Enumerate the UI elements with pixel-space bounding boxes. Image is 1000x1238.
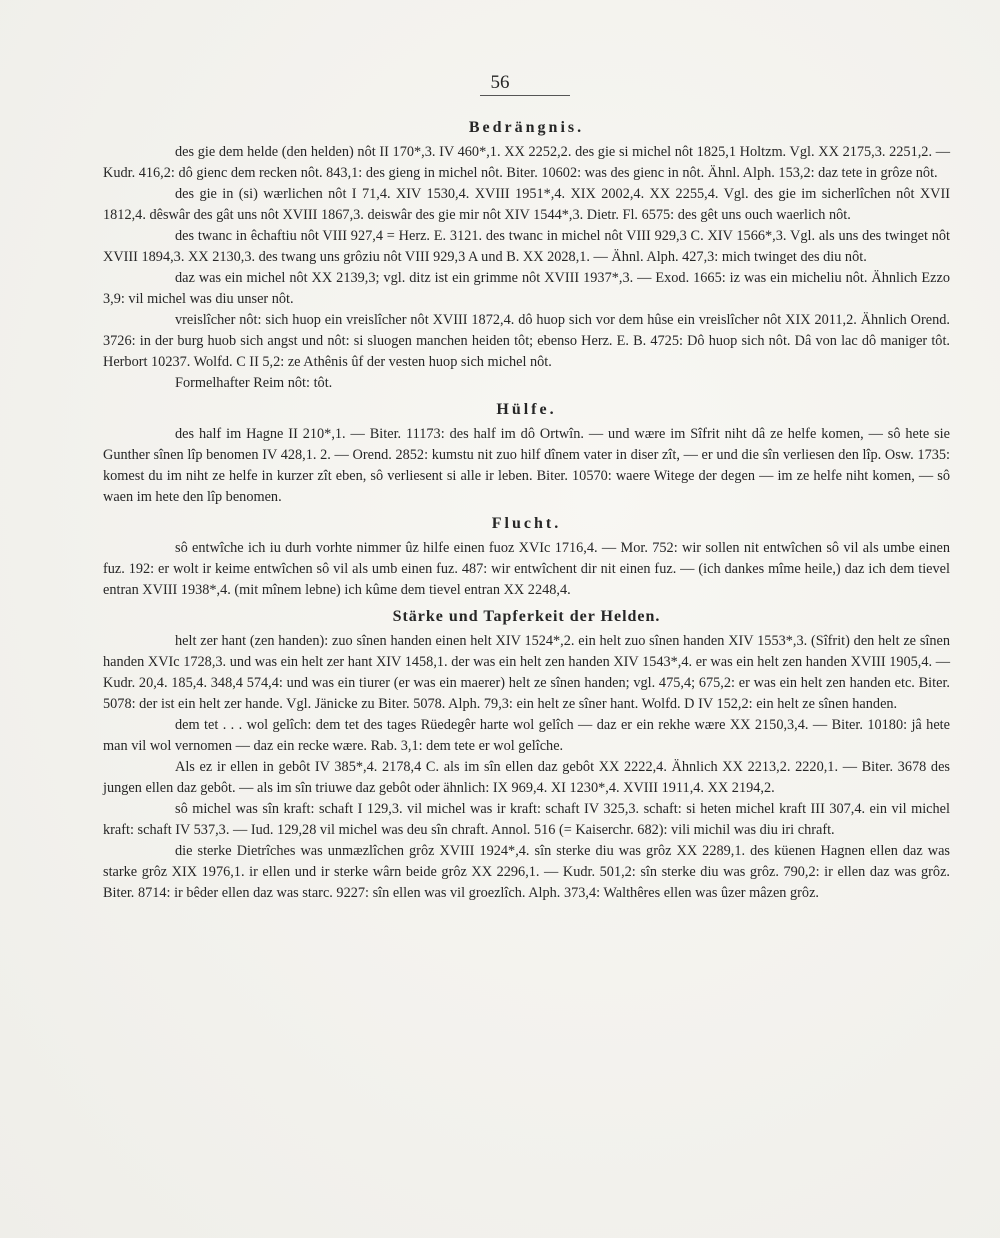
paragraph: des twanc in êchaftiu nôt VIII 927,4 = Herz. E. 3121. des twanc in michel nôt VIII 929,3 C. XIV 1566*,3. Vgl. als uns des twinget nôt XVIII 1894,3. XX 2130,3. des twang uns grôziu nôt VIII 929,3 A und B. XX 2028,1. — Ähnl. Alph. 427,3: mich twinget des diu nôt. (103, 228, 950, 265)
paragraph: des gie in (si) wærlichen nôt I 71,4. XIV 1530,4. XVIII 1951*,4. XIX 2002,4. XX 2255,4. Vgl. des gie im sicherlîchen nôt XVII 1812,4. dêswâr des gât uns nôt XVIII 1867,3. deiswâr des gie mir nôt XIV 1544*,3. Dietr. Fl. 6575: des gêt uns ouch waerlich nôt. (103, 186, 950, 223)
paragraph: des half im Hagne II 210*,1. — Biter. 11173: des half im dô Ortwîn. — und wære im Sîfrit niht dâ ze helfe komen, — sô hete sie Gunther sînen lîp benomen IV 428,1. 2. — Orend. 2852: kumstu nit zuo hilf dînem vater in diser zît, — er und die sîn verliesen den lîp. Osw. 1735: komest du im niht ze helfe in kurzer zît eben, sô verliesent si alle ir leben. Biter. 10570: waere Witege der degen — im ze helfe niht komen, — sô waen im hete den lîp benomen. (103, 426, 950, 505)
paragraph: sô entwîche ich iu durh vorhte nimmer ûz hilfe einen fuoz XVIc 1716,4. — Mor. 752: wir sollen nit entwîchen sô vil als umbe einen fuz. 192: er wolt ir keime entwîchen sô vil als umb einen fuz. 487: wir entwîchent dir nit einen fuz. — (ich dankes mîme heile,) daz ich dem tievel entran XVIII 1938*,4. (mit mînem lebne) ich kûme dem tievel entran XX 2248,4. (103, 540, 950, 598)
section-heading-staerke: Stärke und Tapferkeit der Helden. (392, 608, 661, 625)
paragraph: sô michel was sîn kraft: schaft I 129,3. vil michel was ir kraft: schaft IV 325,3. schaft: si heten michel kraft III 307,4. ein vil michel kraft: schaft IV 537,3. — Iud. 129,28 vil michel was deu sîn chraft. Annol. 516 (= Kaiserchr. 682): vili michil was diu iri chraft. (103, 801, 950, 838)
section-heading-flucht: Flucht. (491, 515, 562, 532)
paragraph: des gie dem helde (den helden) nôt II 170*,3. IV 460*,1. XX 2252,2. des gie si michel nôt 1825,1 Holtzm. Vgl. XX 2175,3. 2251,2. — Kudr. 416,2: dô gienc dem recken nôt. 843,1: des gieng in michel nôt. Biter. 10602: was des gienc in nôt. Ähnl. Alph. 153,2: daz tete in grôze nôt. (103, 144, 950, 181)
header-rule (480, 95, 570, 96)
paragraph: Als ez ir ellen in gebôt IV 385*,4. 2178,4 C. als im sîn ellen daz gebôt XX 2222,4. Ähnlich XX 2213,2. 2220,1. — Biter. 3678 des jungen ellen daz gebôt. — als im sîn triuwe daz gebôt oder ähnlich: IX 969,4. XI 1230*,4. XVIII 1911,4. XX 2194,2. (103, 759, 950, 796)
paragraph: daz was ein michel nôt XX 2139,3; vgl. ditz ist ein grimme nôt XVIII 1937*,3. — Exod. 1665: iz was ein micheliu nôt. Ähnlich Ezzo 3,9: vil michel was diu unser nôt. (103, 270, 950, 307)
paragraph: vreislîcher nôt: sich huop ein vreislîcher nôt XVIII 1872,4. dô huop sich vor dem hûse ein vreislîcher nôt XIX 2011,2. Ähnlich Orend. 3726: in der burg huob sich angst und nôt: si sluogen manchen heiden tôt; ebenso Herz. E. B. 4725: Dô huop sich nôt. Dâ von lac dô maniger tôt. Herbort 10237. Wolfd. C II 5,2: ze Athênis ûf der vesten huop sich michel nôt. (103, 312, 950, 370)
page-number: 56 (490, 72, 510, 93)
paragraph: helt zer hant (zen handen): zuo sînen handen einen helt XIV 1524*,2. ein helt zuo sînen handen XIV 1553*,3. (Sîfrit) den helt ze sînen handen XVIc 1728,3. und was ein helt zer hant XIV 1458,1. der was ein helt zen handen XIV 1543*,4. er was ein helt zen handen XVIII 1905,4. — Kudr. 20,4. 185,4. 348,4 574,4: und was ein tiurer (er was ein maerer) helt ze sînen handen; vgl. 475,4; 675,2: er was ein helt zen handen etc. Biter. 5078: der ist ein helt zer hande. Vgl. Jänicke zu Biter. 5078. Alph. 79,3: ein helt ze sîner hant. Wolfd. D IV 152,2: ein helt ze sînen handen. (103, 633, 950, 712)
paragraph: dem tet . . . wol gelîch: dem tet des tages Rüedegêr harte wol gelîch — daz er ein rekhe wære XX 2150,3,4. — Biter. 10180: jâ hete man vil wol vernomen — daz ein recke wære. Rab. 3,1: dem tete er wol gelîche. (103, 717, 950, 754)
section-heading-bedraengnis: Bedrängnis. (468, 119, 585, 136)
page-text (103, 112, 950, 904)
paragraph: Formelhafter Reim nôt: tôt. (175, 375, 333, 391)
section-heading-huelfe: Hülfe. (496, 401, 557, 418)
paragraph: die sterke Dietrîches was unmæzlîchen grôz XVIII 1924*,4. sîn sterke diu was grôz XX 2289,1. des küenen Hagnen ellen daz was starke grôz XIX 1976,1. ir ellen und ir sterke wârn beide grôz XX 2296,1. — Kudr. 501,2: sîn sterke diu was grôz. 790,2: ir ellen daz was grôz. Biter. 8714: ir bêder ellen daz was starc. 9227: sîn ellen was vil groezlîch. Alph. 373,4: Walthêres ellen was ûzer mâzen grôz. (103, 843, 950, 901)
